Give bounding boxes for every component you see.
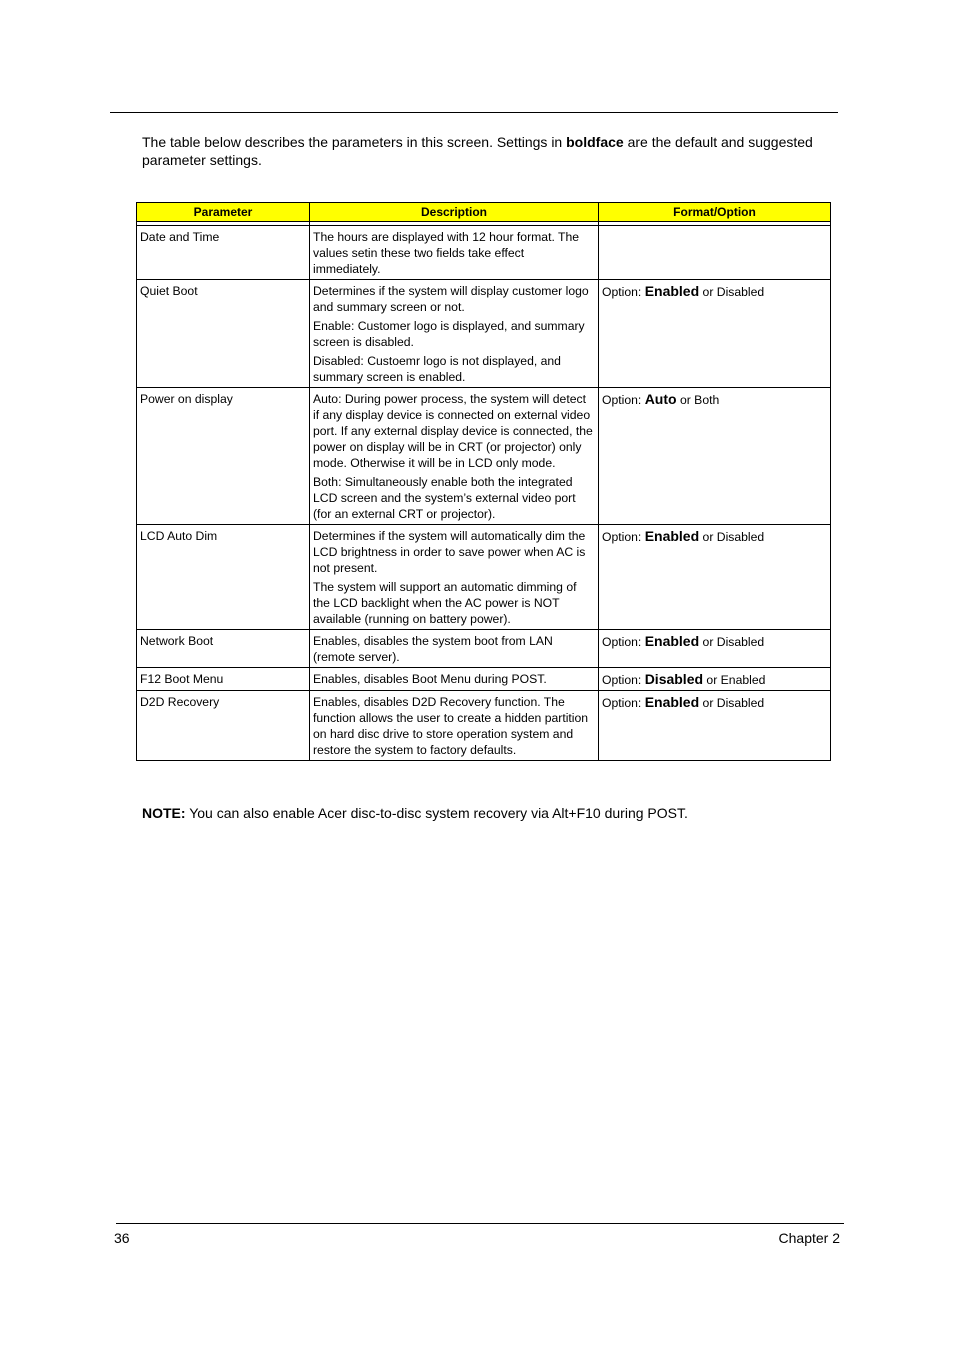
description-paragraph: Enables, disables the system boot from LAN (remote server). — [313, 634, 553, 664]
table-body — [137, 222, 831, 761]
description-paragraph: The system will support an automatic dimming of the LCD backlight when the AC power is NOT available (running on battery power). — [313, 580, 577, 626]
option-default: Enabled — [644, 633, 700, 649]
parameter-cell: F12 Boot Menu — [137, 668, 310, 691]
table-row — [137, 630, 831, 668]
option-cell — [599, 388, 831, 525]
intro-bold-word: boldface — [566, 134, 624, 150]
table-row — [137, 525, 831, 630]
option-cell — [599, 525, 831, 630]
table-row — [137, 388, 831, 525]
table-row — [137, 226, 831, 280]
option-alternative: or Disabled — [699, 530, 765, 544]
description-paragraph: Determines if the system will automatically dim the LCD brightness in order to save power when AC is not present. — [313, 529, 586, 575]
description-paragraph: Disabled: Custoemr logo is not displayed, and summary screen is enabled. — [313, 354, 561, 384]
option-prefix: Option: — [602, 673, 645, 687]
description-cell — [310, 691, 599, 761]
note-label: NOTE: — [142, 805, 186, 821]
option-prefix: Option: — [602, 393, 645, 407]
description-cell — [310, 280, 599, 388]
page-number: 36 — [114, 1230, 130, 1246]
table-row — [137, 280, 831, 388]
description-cell — [310, 226, 599, 280]
option-alternative: or Enabled — [703, 673, 766, 687]
header-parameter: Parameter — [137, 203, 310, 222]
option-prefix: Option: — [602, 635, 645, 649]
description-paragraph: The hours are displayed with 12 hour format. The values setin these two fields take effect immediately. — [313, 230, 580, 276]
bottom-rule — [116, 1223, 844, 1224]
chapter-label: Chapter 2 — [778, 1230, 840, 1246]
parameter-cell: Power on display — [137, 388, 310, 525]
note — [142, 804, 688, 822]
parameter-cell: Date and Time — [137, 226, 310, 280]
description-paragraph: Enables, disables D2D Recovery function. The function allows the user to create a hidden partition on hard disc drive to store operation system and restore the system to factory defaults. — [313, 695, 589, 757]
option-alternative: or Disabled — [699, 696, 765, 710]
description-cell — [310, 630, 599, 668]
option-cell — [599, 280, 831, 388]
intro-text-after: are the default and suggested parameter settings. — [142, 134, 813, 168]
description-cell — [310, 525, 599, 630]
parameter-cell: Quiet Boot — [137, 280, 310, 388]
description-paragraph: Both: Simultaneously enable both the integrated LCD screen and the system’s external video port (for an external CRT or projector). — [313, 475, 576, 521]
note-text: You can also enable Acer disc-to-disc system recovery via Alt+F10 during POST. — [185, 805, 688, 821]
description-paragraph: Enables, disables Boot Menu during POST. — [313, 672, 547, 686]
table-row — [137, 668, 831, 691]
option-default: Auto — [644, 391, 677, 407]
header-description: Description — [310, 203, 599, 222]
description-paragraph: Determines if the system will display customer logo and summary screen or not. — [313, 284, 589, 314]
table-header-row — [137, 203, 831, 222]
option-cell — [599, 668, 831, 691]
table-row — [137, 691, 831, 761]
option-alternative: or Both — [676, 393, 720, 407]
option-default: Enabled — [644, 528, 700, 544]
description-paragraph: Auto: During power process, the system will detect if any display device is connected on external video port. If any external display device is connected, the power on display will be in CRT (or projector) only mode. Otherwise it will be in LCD only mode. — [313, 392, 593, 470]
intro-paragraph — [142, 133, 842, 169]
parameter-cell: LCD Auto Dim — [137, 525, 310, 630]
option-cell — [599, 630, 831, 668]
header-format-option: Format/Option — [599, 203, 831, 222]
option-alternative: or Disabled — [699, 285, 765, 299]
top-rule — [110, 112, 838, 113]
description-paragraph: Enable: Customer logo is displayed, and summary screen is disabled. — [313, 319, 585, 349]
option-prefix: Option: — [602, 285, 645, 299]
parameters-table — [136, 202, 831, 761]
option-cell — [599, 691, 831, 761]
parameter-cell: Network Boot — [137, 630, 310, 668]
option-alternative: or Disabled — [699, 635, 765, 649]
description-cell — [310, 668, 599, 691]
description-cell — [310, 388, 599, 525]
option-default: Enabled — [644, 283, 700, 299]
option-cell — [599, 226, 831, 280]
option-default: Enabled — [644, 694, 700, 710]
option-default: Disabled — [644, 671, 704, 687]
option-prefix: Option: — [602, 696, 645, 710]
parameter-cell: D2D Recovery — [137, 691, 310, 761]
intro-text-before: The table below describes the parameters in this screen. Settings in — [142, 134, 567, 150]
option-prefix: Option: — [602, 530, 645, 544]
